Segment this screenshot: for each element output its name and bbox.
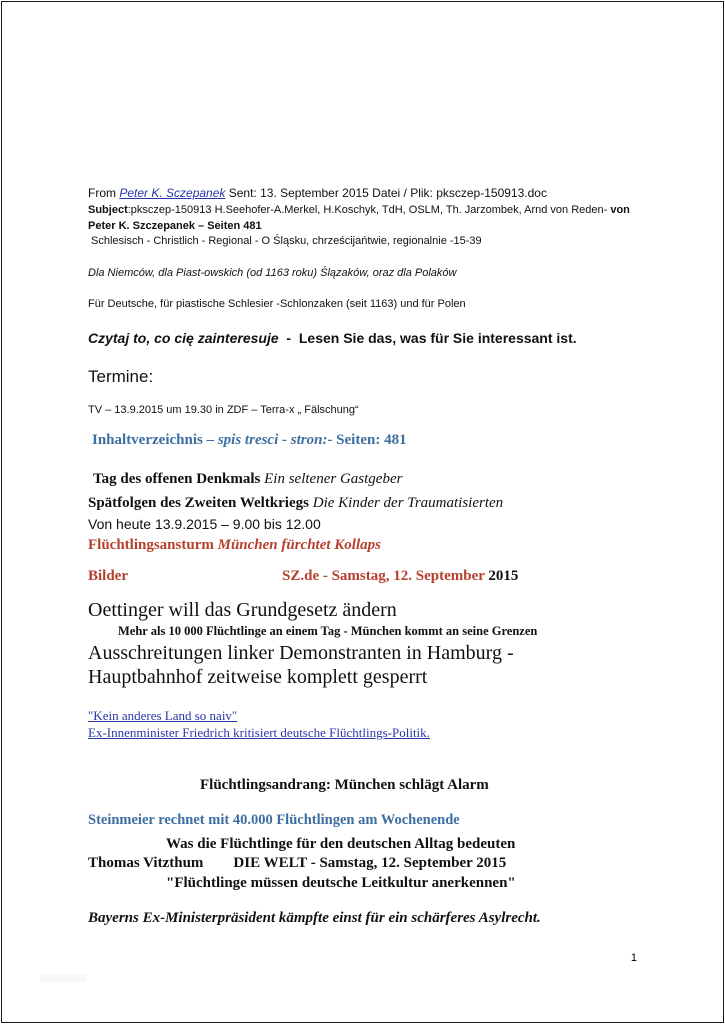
from-line xyxy=(88,186,547,200)
toc-label-tail: - Seiten: 481 xyxy=(327,432,407,448)
headline-steinmeier[interactable]: Steinmeier rechnet mit 40.000 Flüchtlingen am Wochenende xyxy=(88,812,460,828)
polish-intro: Dla Niemców, dla Piast-owskich (od 1163 roku) Ślązaków, oraz dla Polaków xyxy=(88,267,457,279)
item-fluechtlingsansturm[interactable] xyxy=(88,537,381,554)
von-heute: Von heute 13.9.2015 – 9.00 bis 12.00 xyxy=(88,516,321,532)
sender-link[interactable]: Peter K. Sczepanek xyxy=(119,186,226,200)
read-german: Lesen Sie das, was für Sie interessant ist. xyxy=(298,330,577,346)
german-intro: Für Deutsche, für piastische Schlesier -Schlonzaken (seit 1163) und für Polen xyxy=(88,298,466,310)
subject-text: :pksczep-150913 H.Seehofer-A.Merkel, H.Koschyk, TdH, OSLM, Th. Jarzombek, Arnd von Reden- xyxy=(127,204,608,216)
document-page xyxy=(1,1,724,1023)
subhead-mehr: Mehr als 10 000 Flüchtlinge an einem Tag - München kommt an seine Grenzen xyxy=(118,624,538,638)
read-polish: Czytaj to, co cię zainteresuje xyxy=(88,330,279,346)
item-denkmal[interactable] xyxy=(93,471,402,488)
termine-heading: Termine: xyxy=(88,367,154,386)
subject-label: Subject xyxy=(88,204,128,216)
spaetfolgen-title: Spätfolgen des Zweiten Weltkriegs xyxy=(88,495,313,511)
headline-was-die[interactable]: Was die Flüchtlinge für den deutschen Alltag bedeuten xyxy=(166,836,516,852)
read-separator: - xyxy=(278,330,299,346)
headline-andrang[interactable]: Flüchtlingsandrang: München schlägt Alarm xyxy=(200,777,489,793)
toc-label: Inhaltverzeichnis – xyxy=(92,432,218,448)
headline-ausschreitungen-1[interactable]: Ausschreitungen linker Demonstranten in Hamburg - xyxy=(88,642,514,664)
denkmal-subtitle: Ein seltener Gastgeber xyxy=(264,471,403,487)
link-kein-anderes-land[interactable]: "Kein anderes Land so naiv" xyxy=(88,708,238,723)
headline-ausschreitungen-2[interactable]: Hauptbahnhof zeitweise komplett gesperrt xyxy=(88,666,428,688)
sent-info: Sent: 13. September 2015 Datei / Plik: pksczep-150913.doc xyxy=(228,186,547,200)
tv-line: TV – 13.9.2015 um 19.30 in ZDF – Terra-x „ Fälschung“ xyxy=(88,404,359,416)
sz-line xyxy=(282,568,518,585)
subject-von: von xyxy=(607,204,630,216)
faint-watermark xyxy=(40,974,86,982)
spaetfolgen-subtitle: Die Kinder der Traumatisierten xyxy=(312,495,504,511)
denkmal-title: Tag des offenen Denkmals xyxy=(93,471,265,487)
tagline: Schlesisch - Christlich - Regional - O Śląsku, chrześcijańtwie, regionalnie -15-39 xyxy=(91,235,482,247)
link-ex-innenminister[interactable]: Ex-Innenminister Friedrich kritisiert deutsche Flüchtlings-Politik. xyxy=(88,725,430,740)
headline-oettinger[interactable]: Oettinger will das Grundgesetz ändern xyxy=(88,599,397,621)
item-spaetfolgen[interactable] xyxy=(88,495,503,512)
author-line: Peter K. Szczepanek – Seiten 481 xyxy=(88,220,262,232)
toc-heading xyxy=(92,432,407,449)
ansturm-title: Flüchtlingsansturm xyxy=(88,537,218,553)
headline-leitkultur[interactable]: "Flüchtlinge müssen deutsche Leitkultur anerkennen" xyxy=(166,875,516,891)
sz-year: 2015 xyxy=(488,568,519,584)
from-label: From xyxy=(88,186,116,200)
subject-line xyxy=(88,204,630,216)
read-line xyxy=(88,330,577,346)
bilder-label[interactable]: Bilder xyxy=(88,568,128,584)
headline-bayerns[interactable]: Bayerns Ex-Ministerpräsident kämpfte einst für ein schärferes Asylrecht. xyxy=(88,910,541,926)
byline-vitzthum: Thomas Vitzthum DIE WELT - Samstag, 12. September 2015 xyxy=(88,855,507,871)
ansturm-subtitle: München fürchtet Kollaps xyxy=(217,537,381,553)
page-number: 1 xyxy=(630,952,637,964)
toc-label-italic: spis tresci - stron: xyxy=(217,432,328,448)
sz-source: SZ.de - Samstag, 12. September xyxy=(282,568,489,584)
